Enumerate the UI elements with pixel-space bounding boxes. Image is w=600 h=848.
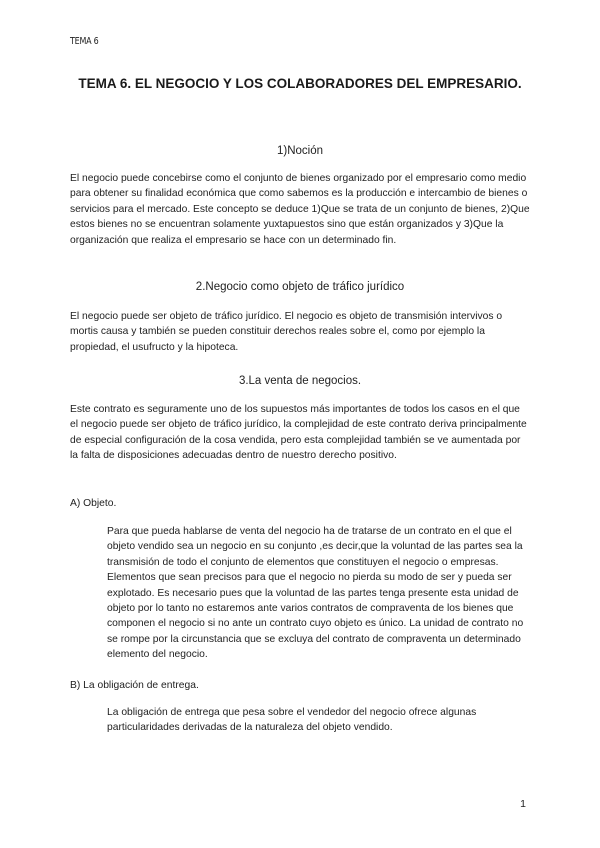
paragraph-trafico: El negocio puede ser objeto de tráfico jurídico. El negocio es objeto de transmisión intervivos o mortis causa y también se pueden constituir derechos reales sobre el, como por ejemplo la propiedad, el usufructo y la hipoteca. bbox=[70, 311, 503, 353]
running-header: TEMA 6 bbox=[70, 36, 99, 47]
page-number: 1 bbox=[520, 798, 526, 810]
paragraph-venta: Este contrato es seguramente uno de los supuestos más importantes de todos los casos en el que el negocio puede ser objeto de tráfico jurídico, la complejidad de este contrato deriva principalmente de especial configuración de la cosa vendida, pero esta complejidad también se ve aumentada por la falta de disposiciones adecuadas dentro de nuestro derecho positivo. bbox=[70, 404, 527, 462]
document-title: TEMA 6. EL NEGOCIO Y LOS COLABORADORES DEL EMPRESARIO. bbox=[78, 76, 522, 91]
section-heading-trafico: 2.Negocio como objeto de tráfico jurídico bbox=[195, 281, 405, 293]
subheading-entrega: B) La obligación de entrega. bbox=[70, 680, 199, 691]
section-heading-nocion: 1)Noción bbox=[276, 145, 324, 157]
paragraph-entrega: La obligación de entrega que pesa sobre el vendedor del negocio ofrece algunas particularidades derivadas de la naturaleza del objeto vendido. bbox=[107, 707, 477, 734]
paragraph-nocion: El negocio puede concebirse como el conjunto de bienes organizado por el empresario como medio para obtener su finalidad económica que como sabemos es la producción e intercambio de bienes o servicios para el mercado. Este concepto se deduce 1)Que se trata de un conjunto de bienes, 2)Que estos bienes no se encuentran solamente yuxtapuestos sino que están organizados y 3)Que la organización que realiza el empresario se hace con un determinado fin. bbox=[70, 173, 530, 246]
subheading-objeto: A) Objeto. bbox=[70, 498, 117, 509]
section-heading-venta: 3.La venta de negocios. bbox=[238, 375, 362, 387]
paragraph-objeto: Para que pueda hablarse de venta del negocio ha de tratarse de un contrato en el que el objeto vendido sea un negocio en su conjunto ,es decir,que la voluntad de las partes sea la transmisión de todo el conjunto de elementos que constituyen el negocio o empresas. Elementos que sean precisos para que el negocio no pierda su modo de ser y pueda ser explotado. Es necesario pues que la voluntad de las partes tenga presente esta unidad de objeto por lo tanto no estaremos ante varios contratos de compraventa de los bienes que componen el negocio si no ante un contrato cuyo objeto es único. La unidad de contrato no se rompe por la circunstancia que se excluya del contrato de compraventa un determinado elemento del negocio. bbox=[107, 526, 524, 661]
